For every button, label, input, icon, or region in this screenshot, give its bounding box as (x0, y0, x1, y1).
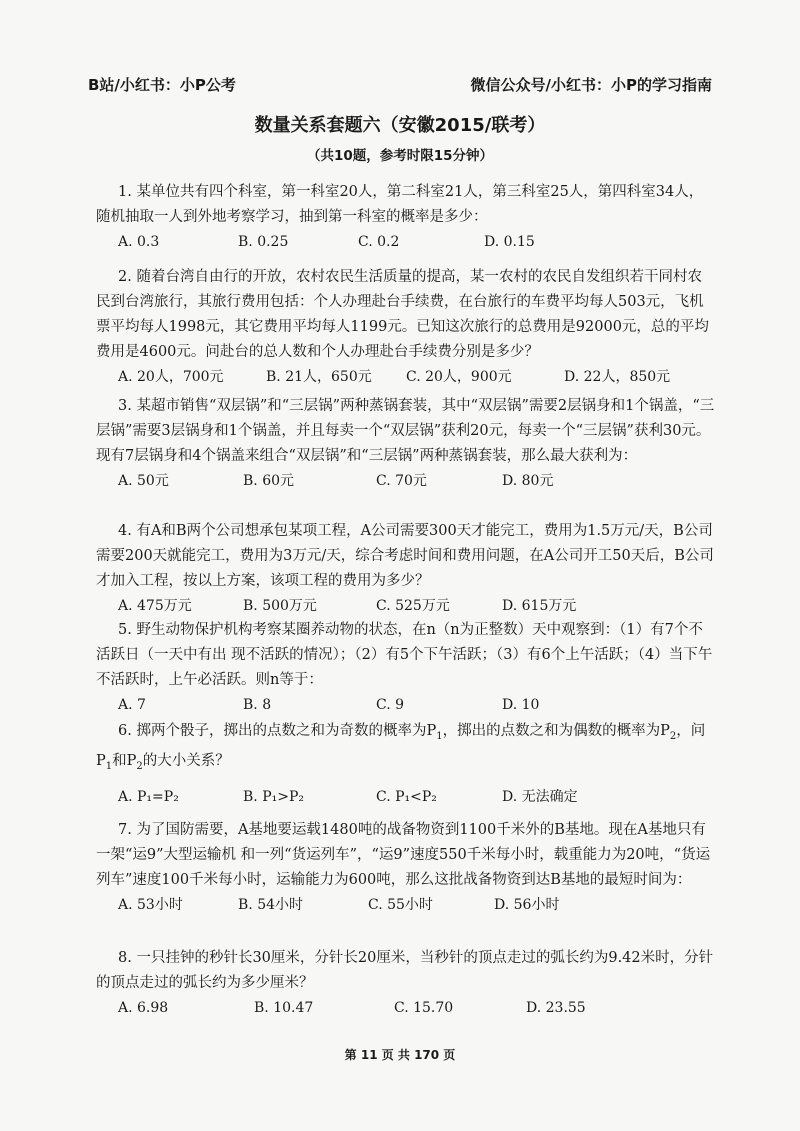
option-a: A. 7 (118, 697, 146, 713)
option-b: B. 0.25 (238, 234, 289, 250)
question-3 (96, 394, 716, 494)
options-row (96, 693, 716, 718)
option-d: D. 0.15 (484, 234, 535, 250)
option-b: B. 10.47 (254, 1000, 314, 1016)
options-row (96, 996, 716, 1021)
option-a: A. 475万元 (118, 598, 192, 614)
options-row (96, 365, 716, 390)
question-stem: 8. 一只挂钟的秒针长30厘米，分针长20厘米，当秒针的顶点走过的弧长约为9.42米时，分针的顶点走过的弧长约为多少厘米？ (96, 950, 714, 991)
option-c: C. 9 (376, 697, 405, 713)
page-footer: 第 11 页 共 170 页 (344, 1048, 456, 1062)
options-row (96, 230, 716, 255)
option-a: A. 50元 (118, 473, 169, 489)
option-a: A. P₁=P₂ (118, 788, 179, 805)
question-4 (96, 519, 716, 619)
option-b: B. 54小时 (238, 897, 304, 913)
question-6 (96, 719, 716, 810)
header-left: B站/小红书：小P公考 (88, 76, 236, 94)
option-d: D. 56小时 (494, 897, 560, 913)
option-c: C. 525万元 (376, 598, 450, 614)
header-right: 微信公众号/小红书：小P的学习指南 (470, 76, 712, 94)
option-b: B. 8 (243, 697, 272, 713)
option-a: A. 6.98 (118, 1000, 169, 1016)
question-stem: 1. 某单位共有四个科室，第一科室20人，第二科室21人，第三科室25人，第四科室34人，随机抽取一人到外地考察学习，抽到第一科室的概率是多少： (96, 184, 704, 225)
options-row (96, 785, 716, 810)
question-stem: 2. 随着台湾自由行的开放，农村农民生活质量的提高，某一农村的农民自发组织若干同村农民到台湾旅行，其旅行费用包括：个人办理赴台手续费，在台旅行的车费平均每人503元，飞机票平均每人1998元，其它费用平均每人1199元。已知这次旅行的总费用是92000元，总的平均费用是4600元。问赴台的总人数和个人办理赴台手续费分别是多少？ (96, 269, 709, 360)
option-c: C. 0.2 (358, 234, 400, 250)
question-stem: 4. 有A和B两个公司想承包某项工程，A公司需要300天才能完工，费用为1.5万元/天，B公司需要200天就能完工，费用为3万元/天，综合考虑时间和费用问题，在A公司开工50天后，B公司才加入工程，按以上方案，该项工程的费用为多少？ (96, 523, 714, 589)
option-b: B. 500万元 (243, 598, 317, 614)
options-row (96, 469, 716, 494)
option-d: D. 22人，850元 (564, 369, 671, 385)
option-c: C. P₁<P₂ (376, 788, 437, 805)
question-stem: 6. 掷两个骰子，掷出的点数之和为奇数的概率为$P_1$，掷出的点数之和为偶数的概率为$P_2$，问$P_1$和$P_2$的大小关系？ (96, 723, 706, 772)
question-7 (96, 818, 716, 918)
option-c: C. 15.70 (394, 1000, 454, 1016)
option-d: D. 10 (502, 697, 540, 713)
page-subtitle: （共10题，参考时限15分钟） (306, 148, 494, 164)
question-stem: 7. 为了国防需要，A基地要运载1480吨的战备物资到1100千米外的B基地。现在A基地只有一架“运9”大型运输机 和一列“货运列车”，“运9”速度550千米每小时，载重能力为20吨，“货运列车”速度100千米每小时，运输能力为600吨，那么这批战备物资到达B基地的最短时间为： (96, 822, 711, 888)
option-d: D. 23.55 (526, 1000, 586, 1016)
option-c: C. 55小时 (368, 897, 433, 913)
option-c: C. 20人，900元 (406, 369, 512, 385)
options-row (96, 594, 716, 619)
question-8 (96, 946, 716, 1021)
options-row (96, 893, 716, 918)
option-d: D. 615万元 (502, 598, 577, 614)
question-stem: 5. 野生动物保护机构考察某圈养动物的状态，在n（n为正整数）天中观察到：（1）有7个不活跃日（一天中有出 现不活跃的情况）；（2）有5个下午活跃；（3）有6个上午活跃；（4）当下午不活跃时，上午必活跃。则n等于： (96, 622, 713, 688)
option-b: B. P₁>P₂ (243, 788, 304, 805)
option-a: A. 0.3 (118, 234, 160, 250)
page-title: 数量关系套题六（安徽2015/联考） (254, 115, 546, 136)
question-5 (96, 618, 716, 718)
option-a: A. 53小时 (118, 897, 183, 913)
option-b: B. 60元 (243, 473, 295, 489)
question-2 (96, 265, 716, 390)
page-header (88, 74, 712, 98)
option-c: C. 70元 (376, 473, 427, 489)
question-stem: 3. 某超市销售“双层锅”和“三层锅”两种蒸锅套装，其中“双层锅”需要2层锅身和1个锅盖，“三层锅”需要3层锅身和1个锅盖，并且每卖一个“双层锅”获利20元，每卖一个“三层锅”获利30元。现有7层锅身和4个锅盖来组合“双层锅”和“三层锅”两种蒸锅套装，那么最大获利为： (96, 398, 715, 464)
option-b: B. 21人，650元 (266, 369, 372, 385)
option-d: D. 80元 (502, 473, 554, 489)
option-d: D. 无法确定 (502, 788, 578, 805)
option-a: A. 20人，700元 (118, 369, 224, 385)
question-1 (96, 180, 716, 255)
